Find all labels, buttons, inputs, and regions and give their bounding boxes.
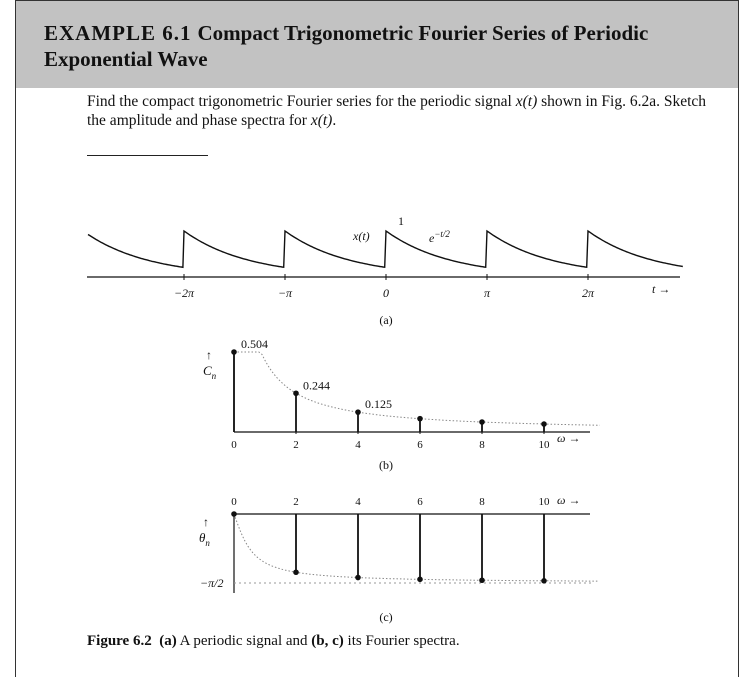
phase-x-label: ω → <box>557 493 581 507</box>
amplitude-y-label <box>203 363 217 381</box>
intro-text-2: shown in Fig. 6.2a. Sketch the amplitude and phase spectra for <box>87 93 707 129</box>
curve-label-exponent: −t/2 <box>434 229 450 239</box>
time-tick-label: 2π <box>581 286 595 300</box>
amplitude-lines <box>231 337 547 432</box>
peak-value-label: 1 <box>398 214 404 228</box>
example-label: EXAMPLE 6.1 <box>44 21 192 45</box>
time-axis-ticks <box>174 274 595 300</box>
phase-y-label <box>199 530 210 548</box>
figure-c-phase-spectrum <box>0 488 755 628</box>
amplitude-data-label: 0.504 <box>241 337 268 351</box>
phase-point <box>293 569 299 575</box>
amplitude-envelope <box>234 352 600 425</box>
amplitude-y-label-base: C <box>203 363 212 378</box>
amplitude-point <box>479 419 485 425</box>
separator-rule <box>87 155 208 156</box>
phase-point <box>355 575 361 581</box>
amplitude-y-arrow: ↑ <box>206 348 212 362</box>
signal-curve <box>88 231 683 267</box>
caption-figure-number: Figure 6.2 <box>87 633 152 649</box>
time-tick-label: π <box>483 286 491 300</box>
caption-a-label: (a) <box>159 633 177 649</box>
amplitude-point <box>355 409 361 415</box>
panel-label-c: (c) <box>379 610 393 624</box>
amplitude-data-label: 0.125 <box>365 397 392 412</box>
phase-point <box>479 577 485 583</box>
example-title <box>44 20 724 72</box>
caption-bc-text: its Fourier spectra. <box>343 633 460 649</box>
amplitude-x-tick-label: 0 <box>231 439 237 451</box>
phase-lines <box>231 511 547 583</box>
amplitude-x-tick-label: 6 <box>417 439 423 451</box>
signal-waveform <box>88 231 683 267</box>
amplitude-point <box>541 421 547 427</box>
signal-label: x(t) <box>353 229 370 243</box>
phase-x-tick-label: 8 <box>479 496 485 508</box>
phase-x-tick-label: 6 <box>417 496 423 508</box>
caption-a-text: A periodic signal and <box>176 633 312 649</box>
curve-label-base: e <box>429 231 435 245</box>
figure-a-signal-plot <box>0 200 755 340</box>
time-tick-label: −2π <box>173 286 195 300</box>
amplitude-x-tick-label: 4 <box>355 439 361 451</box>
time-tick-label: −π <box>277 286 293 300</box>
phase-x-tick-label: 4 <box>355 496 361 508</box>
phase-x-tick-label: 0 <box>231 496 237 508</box>
problem-statement <box>87 93 722 130</box>
amplitude-x-ticks <box>231 430 550 451</box>
intro-text-1: Find the compact trigonometric Fourier series for the periodic signal <box>87 93 516 110</box>
amplitude-y-label-sub: n <box>211 371 217 381</box>
phase-point <box>231 511 237 517</box>
amplitude-x-label: ω → <box>557 431 581 445</box>
time-axis-label: t → <box>652 282 671 296</box>
example-title-text: Compact Trigonometric Fourier Series of Periodic Exponential Wave <box>44 21 649 71</box>
phase-x-ticks <box>231 496 550 508</box>
phase-x-tick-label: 2 <box>293 496 299 508</box>
amplitude-point <box>231 349 237 355</box>
example-header <box>16 1 738 88</box>
phase-y-tick-label: −π/2 <box>200 576 224 590</box>
phase-y-arrow: ↑ <box>203 515 209 529</box>
intro-signal-again: x(t) <box>310 111 333 129</box>
figure-caption <box>87 633 727 650</box>
amplitude-point <box>417 416 423 422</box>
time-tick-label: 0 <box>383 286 389 300</box>
amplitude-data-label: 0.244 <box>303 378 330 393</box>
amplitude-x-tick-label: 10 <box>538 439 550 451</box>
phase-y-label-sub: n <box>205 538 210 548</box>
phase-y-label-base: θ <box>199 530 206 545</box>
phase-point <box>417 577 423 583</box>
intro-text-3: . <box>332 111 337 129</box>
figure-b-amplitude-spectrum <box>0 335 755 480</box>
exponential-curve-label <box>429 229 450 245</box>
phase-x-tick-label: 10 <box>538 496 550 508</box>
intro-signal: x(t) <box>515 93 538 110</box>
amplitude-x-tick-label: 8 <box>479 439 485 451</box>
panel-label-b: (b) <box>379 458 393 472</box>
phase-point <box>541 578 547 584</box>
amplitude-point <box>293 390 299 396</box>
panel-label-a: (a) <box>379 313 393 327</box>
caption-bc-label: (b, c) <box>311 633 344 649</box>
amplitude-x-tick-label: 2 <box>293 439 299 451</box>
